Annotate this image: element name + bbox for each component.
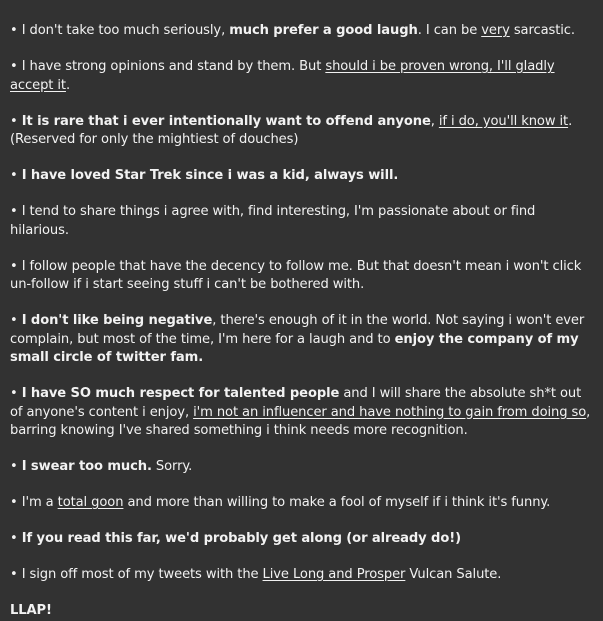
bullet-marker: • — [10, 204, 18, 219]
text-run: and more than willing to make a fool of myself if i think it's funny. — [123, 495, 551, 510]
bullet-item — [10, 58, 595, 95]
text-run: , there's enough of it in the world. Not saying i won't ever complain, but most of the time, I'm here for a laugh and to — [10, 313, 585, 347]
text-run: I sign off most of my tweets with the — [21, 567, 263, 582]
signoff-text: LLAP! — [10, 603, 52, 618]
text-run: . I can be — [417, 23, 482, 38]
bullet-item — [10, 458, 595, 477]
bold-text: I have loved Star Trek since i was a kid, always will. — [21, 168, 399, 183]
text-run: I tend to share things i agree with, find interesting, I'm passionate about or find hilarious. — [10, 204, 536, 238]
bullet-marker: • — [10, 495, 18, 510]
underlined-text: i'm not an influencer and have nothing to gain from doing so — [193, 404, 587, 420]
text-run: I'm a — [21, 495, 58, 510]
bold-text: enjoy the company of my small circle of twitter fam. — [10, 331, 579, 365]
bullet-marker: • — [10, 531, 18, 546]
bold-text: I swear too much. — [21, 459, 152, 474]
bullet-item — [10, 203, 595, 240]
text-run: . — [65, 77, 71, 93]
text-run: and I will share the absolute sh*t out of anyone's content i enjoy, — [10, 386, 582, 420]
underlined-text: very — [481, 23, 510, 38]
bullet-marker: • — [10, 23, 18, 38]
bold-text: much prefer a good laugh — [229, 23, 418, 38]
bold-text: I don't like being negative — [21, 313, 213, 328]
bullet-marker: • — [10, 113, 18, 129]
text-run: I don't take too much seriously, — [21, 23, 230, 38]
bullet-item — [10, 312, 595, 368]
text-run: Sorry. — [151, 459, 193, 474]
underlined-text: total goon — [57, 495, 124, 510]
bullet-list — [10, 22, 595, 585]
bullet-marker: • — [10, 59, 18, 74]
underlined-text: should i be proven wrong, I'll gladly accept it — [10, 59, 555, 93]
bullet-item — [10, 494, 595, 513]
bullet-item — [10, 113, 595, 150]
text-run: , barring knowing I've shared something i think needs more recognition. — [10, 404, 591, 438]
bullet-item — [10, 258, 595, 295]
text-run: I have strong opinions and stand by them. But — [21, 59, 326, 74]
bullet-item — [10, 167, 595, 186]
bullet-item — [10, 22, 595, 41]
underlined-text: if i do, you'll know it — [438, 113, 569, 129]
bullet-marker: • — [10, 313, 18, 328]
bullet-marker: • — [10, 168, 18, 183]
bold-text: It is rare that i ever intentionally want to offend anyone — [21, 113, 431, 129]
bullet-item — [10, 530, 595, 549]
signoff — [10, 602, 595, 621]
text-run: , — [430, 113, 439, 129]
text-run: sarcastic. — [509, 23, 575, 38]
text-run: I follow people that have the decency to follow me. But that doesn't mean i won't click un-follow if i start seeing stuff i can't be bothered with. — [10, 258, 582, 292]
bullet-item — [10, 566, 595, 585]
bullet-marker: • — [10, 258, 18, 274]
bullet-marker: • — [10, 567, 18, 582]
bullet-marker: • — [10, 386, 18, 401]
text-run: . (Reserved for only the mightiest of douches) — [10, 113, 573, 147]
underlined-text: Live Long and Prosper — [262, 567, 406, 582]
bullet-item — [10, 385, 595, 441]
bold-text: If you read this far, we'd probably get along (or already do!) — [21, 531, 461, 546]
text-run: Vulcan Salute. — [405, 567, 502, 582]
bold-text: I have SO much respect for talented people — [21, 386, 340, 401]
bullet-marker: • — [10, 459, 18, 474]
